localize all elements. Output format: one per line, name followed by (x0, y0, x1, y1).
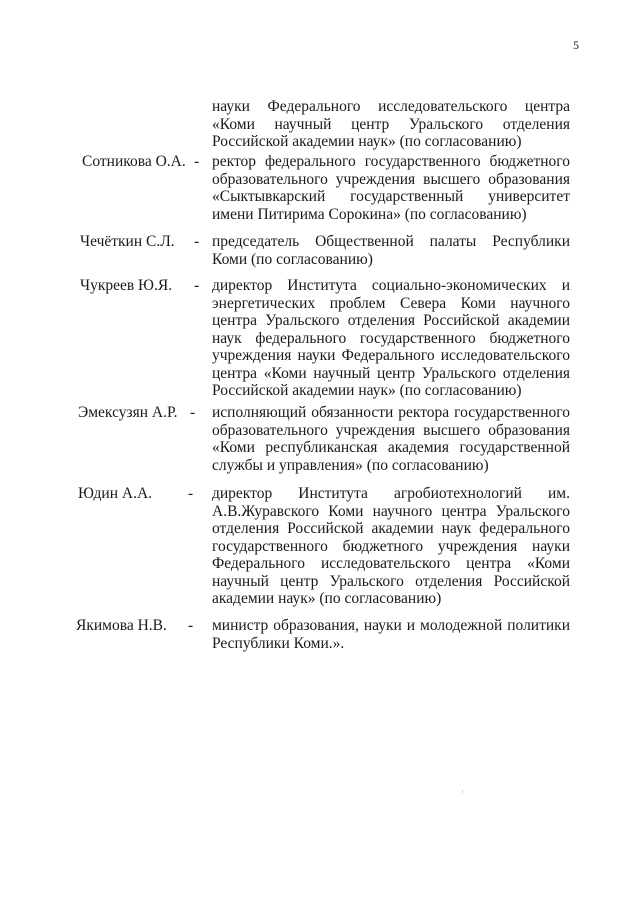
member-name: Чукреев Ю.Я. (80, 277, 173, 294)
member-description: исполняющий обязанности ректора государственного образовательного учреждения высшего образования «Коми республиканская академия государственной службы и управления» (по согласованию) (212, 404, 570, 474)
member-description: председатель Общественной палаты Республики Коми (по согласованию) (212, 233, 570, 268)
member-dash: - (194, 277, 200, 294)
member-name: Эмексузян А.Р. (78, 404, 178, 421)
member-name: Сотникова О.А. (82, 153, 186, 170)
page-number: 5 (573, 38, 579, 52)
member-description: министр образования, науки и молодежной политики Республики Коми.». (212, 617, 570, 652)
member-dash: - (190, 404, 196, 421)
member-description: ректор федерального государственного бюджетного образовательного учреждения высшего образования «Сыктывкарский государственный университет имени Питирима Сорокина» (по согласованию) (212, 153, 570, 223)
scan-speck (462, 790, 463, 793)
member-description: директор Института социально-экономических и энергетических проблем Севера Коми научного центра Уральского отделения Российской академии наук федерального государственного бюджетного учреждения науки Федерального исследовательского центра «Коми научный центр Уральского отделения Российской академии наук» (по согласованию) (212, 277, 570, 399)
continuation-text: науки Федерального исследовательского центра «Коми научный центр Уральского отделения Российской академии наук» (по согласованию) (212, 98, 570, 150)
member-dash: - (194, 233, 200, 250)
member-description: директор Института агробиотехнологий им. А.В.Журавского Коми научного центра Уральского отделения Российской академии наук федерального государственного бюджетного учреждения науки Федерального исследовательского центра «Коми научный центр Уральского отделения Российской академии наук» (по согласованию) (212, 485, 570, 607)
member-dash: - (188, 617, 194, 634)
member-name: Чечёткин С.Л. (80, 233, 175, 250)
member-dash: - (188, 485, 194, 502)
member-dash: - (194, 153, 200, 170)
member-name: Якимова Н.В. (76, 617, 167, 634)
member-name: Юдин А.А. (78, 485, 153, 502)
